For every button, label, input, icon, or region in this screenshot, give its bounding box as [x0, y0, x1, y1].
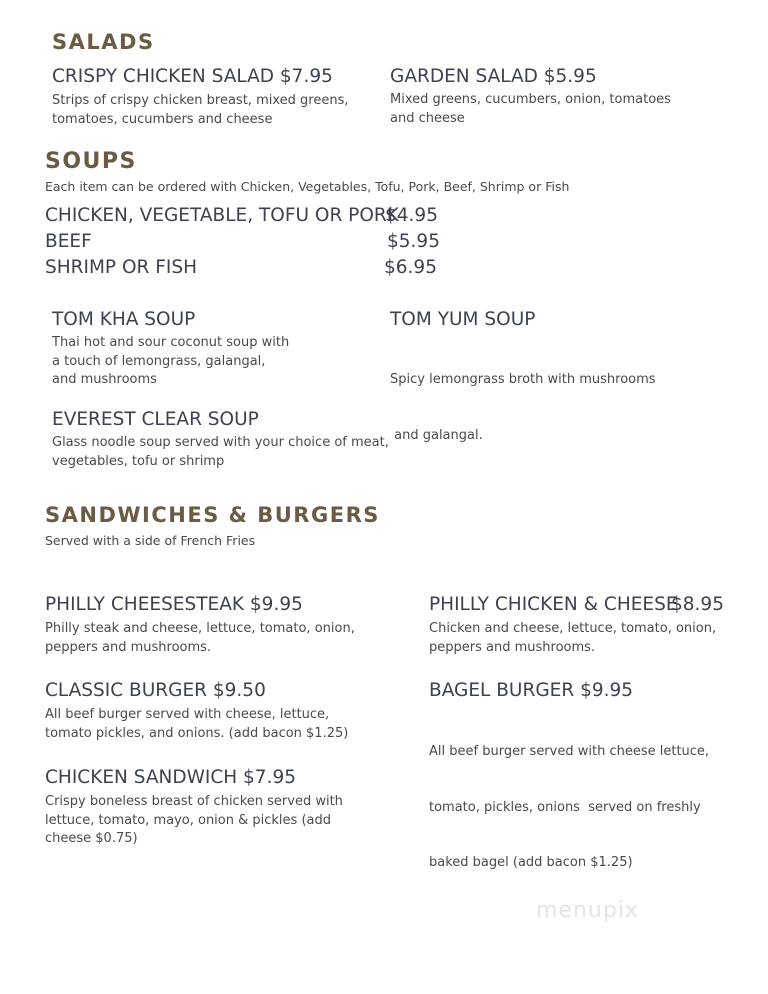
description-line: All beef burger served with cheese lettuce,: [429, 744, 710, 759]
price-list-price: $6.95: [384, 257, 437, 278]
description-line: Philly steak and cheese, lettuce, tomato, onion,: [45, 621, 355, 636]
menu-item-description: [429, 706, 709, 891]
description-line: All beef burger served with cheese, lettuce,: [45, 707, 330, 722]
sandwiches-note: Served with a side of French Fries: [45, 533, 256, 548]
menu-item-description: [52, 334, 289, 390]
menu-item-title: CHICKEN SANDWICH $7.95: [45, 767, 296, 788]
description-line: peppers and mushrooms.: [45, 639, 212, 655]
description-line: Spicy lemongrass broth with mushrooms: [390, 372, 656, 387]
price-list-name: CHICKEN, VEGETABLE, TOFU OR PORK: [45, 205, 399, 226]
menu-item-description: [45, 620, 355, 657]
price-list-price: $4.95: [385, 205, 438, 226]
menu-item-description: [429, 620, 716, 657]
description-line: tomato pickles, and onions. (add bacon $1.25): [45, 725, 349, 741]
description-line: Crispy boneless breast of chicken served with: [45, 794, 343, 809]
menu-item-title: PHILLY CHICKEN & CHEESE: [429, 594, 678, 615]
menu-item-title: CLASSIC BURGER $9.50: [45, 680, 266, 701]
menu-item-title: EVEREST CLEAR SOUP: [52, 409, 259, 430]
soups-note: Each item can be ordered with Chicken, Vegetables, Tofu, Pork, Beef, Shrimp or Fish: [45, 179, 570, 194]
menu-item-title: BAGEL BURGER $9.95: [429, 680, 634, 701]
menupix-watermark: menupix: [536, 898, 639, 923]
description-line: lettuce, tomato, mayo, onion & pickles (add: [45, 812, 331, 828]
description-line: a touch of lemongrass, galangal,: [52, 353, 266, 369]
description-line: tomato, pickles, onions served on freshly: [429, 799, 701, 815]
menu-item-title: TOM KHA SOUP: [52, 309, 196, 330]
description-line: peppers and mushrooms.: [429, 639, 596, 655]
menu-item-description: [45, 706, 348, 743]
menu-item-description: [45, 793, 343, 849]
price-list-name: BEEF: [45, 231, 92, 252]
price-list-name: SHRIMP OR FISH: [45, 257, 198, 278]
menu-item-price: $8.95: [671, 594, 724, 615]
menu-item-description: Mixed greens, cucumbers, onion, tomatoes and cheese: [390, 92, 671, 126]
description-line: and mushrooms: [52, 372, 157, 387]
description-line: Chicken and cheese, lettuce, tomato, onion,: [429, 621, 717, 636]
description-line: Thai hot and sour coconut soup with: [52, 335, 290, 350]
menu-item-description: Strips of crispy chicken breast, mixed greens, tomatoes, cucumbers and cheese: [52, 93, 349, 127]
menu-item-title: CRISPY CHICKEN SALAD $7.95: [52, 66, 333, 87]
description-line: and galangal.: [390, 427, 483, 443]
price-list-price: $5.95: [387, 231, 440, 252]
description-line: vegetables, tofu or shrimp: [52, 453, 225, 469]
menu-item-title: GARDEN SALAD $5.95: [390, 66, 597, 87]
description-line: Glass noodle soup served with your choice of meat,: [52, 435, 389, 450]
menu-item-title: TOM YUM SOUP: [390, 309, 536, 330]
menu-item-title: PHILLY CHEESESTEAK $9.95: [45, 594, 303, 615]
soups-heading: SOUPS: [45, 149, 137, 174]
sandwiches-heading: SANDWICHES & BURGERS: [45, 503, 380, 527]
description-line: baked bagel (add bacon $1.25): [429, 855, 633, 870]
description-line: cheese $0.75): [45, 831, 138, 846]
salads-heading: SALADS: [52, 30, 155, 54]
menu-item-description: [52, 434, 389, 471]
menu-item-description: [390, 334, 656, 464]
